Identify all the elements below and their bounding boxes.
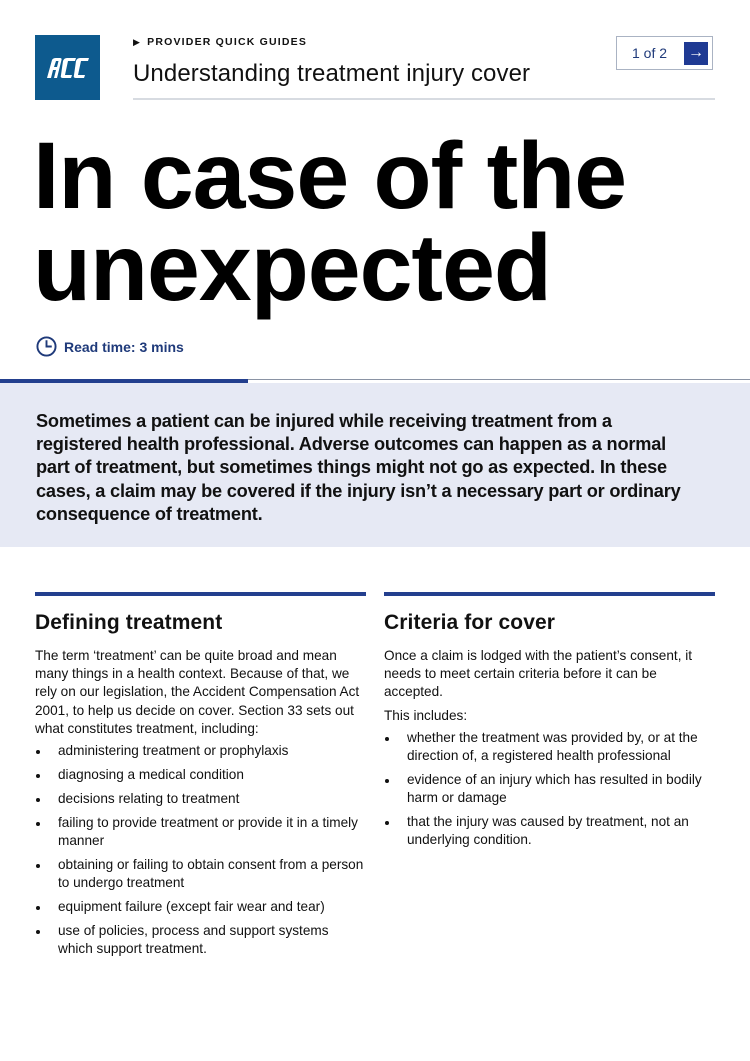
- read-time: [36, 336, 184, 357]
- guide-category-label: PROVIDER QUICK GUIDES: [147, 36, 308, 48]
- page-title-line-2: unexpected: [33, 215, 551, 321]
- list-item: evidence of an injury which has resulted in bodily harm or damage: [384, 771, 715, 807]
- section-paragraph: Once a claim is lodged with the patient’s consent, it needs to meet certain criteria before it can be accepted.: [384, 648, 693, 700]
- section-heading: Defining treatment: [35, 611, 223, 634]
- list-item: diagnosing a medical condition: [35, 766, 366, 784]
- treatment-list: [35, 742, 366, 958]
- intro-panel: [0, 383, 750, 547]
- criteria-list: [384, 729, 715, 849]
- header-divider: [133, 98, 715, 100]
- list-item: administering treatment or prophylaxis: [35, 742, 366, 760]
- guide-subtitle: Understanding treatment injury cover: [133, 60, 531, 87]
- section-criteria-for-cover: [384, 592, 715, 855]
- acc-logo-mark-icon: [45, 57, 91, 79]
- list-item: that the injury was caused by treatment, not an underlying condition.: [384, 813, 715, 849]
- arrow-right-icon: →: [688, 44, 704, 61]
- guide-category: [133, 36, 307, 48]
- section-paragraph: This includes:: [384, 707, 468, 723]
- page-title: [33, 123, 627, 321]
- section-divider: [248, 379, 750, 380]
- list-item: decisions relating to treatment: [35, 790, 366, 808]
- list-item: use of policies, process and support systems which support treatment.: [35, 922, 366, 958]
- page-title-line-1: In case of the: [33, 123, 627, 229]
- section-rule: [35, 592, 366, 596]
- section-paragraph: The term ‘treatment’ can be quite broad and mean many things in a health context. Because of that, we rely on our legislation, the Accident Compensation Act 2001, to help us decide on cover. Section 33 sets out what constitutes treatment, including:: [35, 648, 360, 736]
- clock-icon: [36, 336, 57, 357]
- next-page-button[interactable]: [684, 42, 708, 65]
- play-triangle-icon: ▶: [133, 36, 142, 47]
- section-heading: Criteria for cover: [384, 611, 556, 634]
- list-item: failing to provide treatment or provide it in a timely manner: [35, 814, 366, 850]
- acc-logo: [35, 35, 100, 100]
- page-indicator: [616, 36, 713, 70]
- intro-text: Sometimes a patient can be injured while receiving treatment from a registered health professional. Adverse outcomes can happen as a normal part of treatment, but sometimes things might not go as expected. In these cases, a claim may be covered if the injury isn’t a necessary part or ordinary consequence of treatment.: [36, 411, 681, 524]
- section-defining-treatment: [35, 592, 366, 964]
- section-rule: [384, 592, 715, 596]
- list-item: obtaining or failing to obtain consent from a person to undergo treatment: [35, 856, 366, 892]
- page-count: 1 of 2: [632, 45, 668, 61]
- list-item: equipment failure (except fair wear and tear): [35, 898, 366, 916]
- read-time-label: Read time: 3 mins: [64, 338, 184, 355]
- list-item: whether the treatment was provided by, or at the direction of, a registered health professional: [384, 729, 715, 765]
